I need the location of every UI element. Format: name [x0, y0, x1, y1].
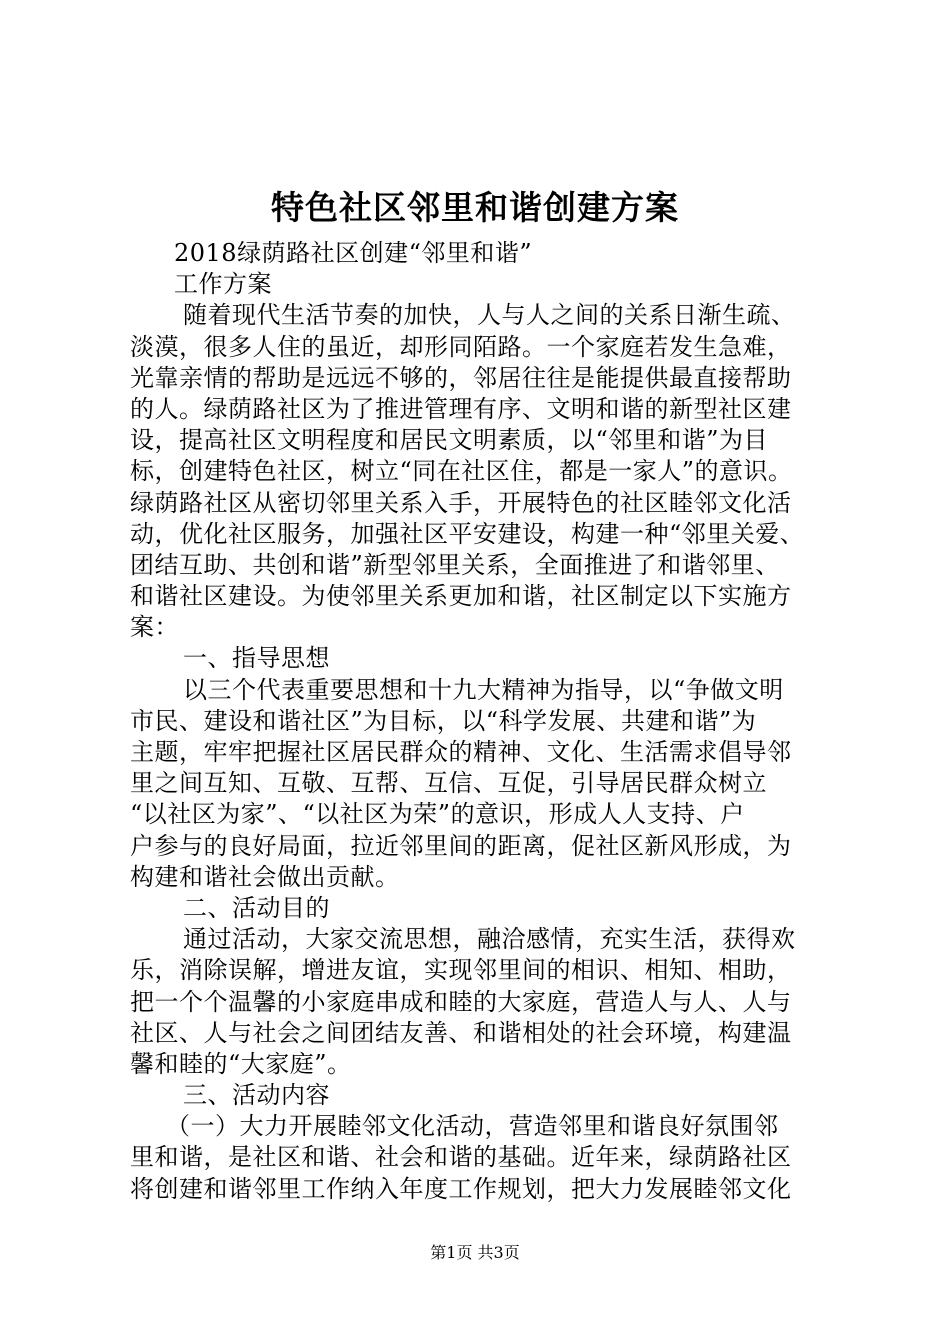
- text-line: 通过活动，大家交流思想，融洽感情，充实生活，获得欢: [183, 925, 796, 954]
- text-line: 乐，消除误解，增进友谊，实现邻里间的相识、相知、相助，: [130, 956, 792, 985]
- section-heading: 一、指导思想: [183, 644, 330, 673]
- text-line: （一）大力开展睦邻文化活动，营造邻里和谐良好氛围邻: [166, 1112, 779, 1141]
- page-footer: 第1页 共3页: [430, 1243, 520, 1262]
- text-line: 工作方案: [174, 270, 272, 299]
- text-line: “以社区为家”、“以社区为荣”的意识，形成人人支持、户: [130, 800, 745, 829]
- text-line: 户参与的良好局面，拉近邻里间的距离，促社区新风形成，为: [130, 831, 792, 860]
- text-line: 团结互助、共创和谐”新型邻里关系，全面推进了和谐邻里、: [130, 550, 780, 579]
- text-line: 随着现代生活节奏的加快，人与人之间的关系日渐生疏、: [183, 301, 796, 330]
- text-line: 社区、人与社会之间团结友善、和谐相处的社会环境，构建温: [130, 1018, 792, 1047]
- text-line: 馨和睦的“大家庭”。: [130, 1049, 352, 1078]
- text-line: 光靠亲情的帮助是远远不够的，邻居往往是能提供最直接帮助: [130, 363, 792, 392]
- section-heading: 三、活动内容: [183, 1081, 330, 1110]
- text-line: 的人。绿荫路社区为了推进管理有序、文明和谐的新型社区建: [130, 394, 792, 423]
- text-line: 绿荫路社区从密切邻里关系入手，开展特色的社区睦邻文化活: [130, 488, 792, 517]
- text-line: 里之间互知、互敬、互帮、互信、互促，引导居民群众树立: [130, 769, 767, 798]
- section-heading: 二、活动目的: [183, 893, 330, 922]
- document-title: 特色社区邻里和谐创建方案: [271, 188, 679, 227]
- text-line: 将创建和谐邻里工作纳入年度工作规划，把大力发展睦邻文化: [130, 1174, 792, 1203]
- text-line: 以三个代表重要思想和十九大精神为指导，以“争做文明: [183, 675, 784, 704]
- text-line: 淡漠，很多人住的虽近，却形同陌路。一个家庭若发生急难，: [130, 332, 792, 361]
- text-line: 里和谐，是社区和谐、社会和谐的基础。近年来，绿荫路社区: [130, 1143, 792, 1172]
- text-line: 标，创建特色社区，树立“同在社区住，都是一家人”的意识。: [130, 457, 793, 486]
- text-line: 把一个个温馨的小家庭串成和睦的大家庭，营造人与人、人与: [130, 987, 792, 1016]
- text-line: 2018绿荫路社区创建“邻里和谐”: [174, 239, 533, 267]
- text-line: 设，提高社区文明程度和居民文明素质，以“邻里和谐”为目: [130, 426, 769, 455]
- text-line: 和谐社区建设。为使邻里关系更加和谐，社区制定以下实施方: [130, 582, 792, 611]
- document-body: [130, 238, 830, 1205]
- text-line: 构建和谐社会做出贡献。: [130, 862, 400, 891]
- text-line: 主题，牢牢把握社区居民群众的精神、文化、生活需求倡导邻: [130, 738, 792, 766]
- text-line: 动，优化社区服务，加强社区平安建设，构建一种“邻里关爱、: [130, 519, 805, 548]
- text-line: 案：: [130, 613, 179, 642]
- text-line: 市民、建设和谐社区”为目标，以“科学发展、共建和谐”为: [130, 706, 757, 735]
